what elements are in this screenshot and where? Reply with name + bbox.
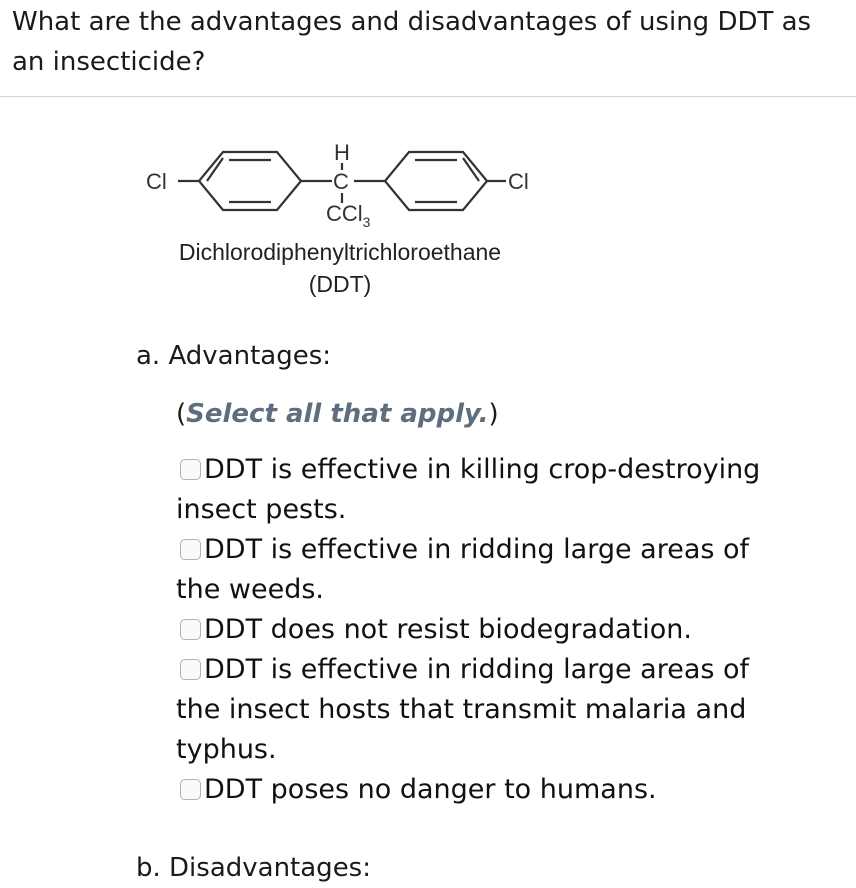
option-malaria-typhus[interactable] (176, 650, 796, 770)
central-hydrogen-label: H (334, 140, 350, 165)
left-chlorine-label: Cl (146, 169, 167, 194)
part-b-label: b. Disadvantages: (136, 853, 371, 883)
checkbox[interactable] (180, 459, 201, 480)
option-label: DDT is effective in ridding large areas of the insect hosts that transmit malaria and typhus. (176, 654, 750, 765)
checkbox[interactable] (180, 779, 201, 800)
option-no-danger[interactable] (176, 770, 796, 810)
checkbox[interactable] (180, 539, 201, 560)
option-biodegradation[interactable] (176, 610, 796, 650)
central-carbon-label: C (333, 169, 349, 194)
option-label: DDT does not resist biodegradation. (204, 614, 692, 645)
right-chlorine-label: Cl (508, 169, 529, 194)
option-crop-pests[interactable] (176, 450, 796, 530)
advantages-options (176, 450, 796, 810)
option-label: DDT poses no danger to humans. (204, 774, 657, 805)
checkbox[interactable] (180, 619, 201, 640)
option-label: DDT is effective in killing crop-destroying insect pests. (176, 454, 761, 525)
part-a-label: a. Advantages: (136, 341, 332, 371)
molecule-name: Dichlorodiphenyltrichloroethane (178, 239, 502, 265)
select-all-instruction: (Select all that apply.) (176, 399, 499, 429)
trichloromethyl-label: CCl$_3$ (326, 201, 371, 230)
question-text: What are the advantages and disadvantages of using DDT as an insecticide? (12, 7, 812, 77)
molecule-abbreviation: (DDT) (308, 271, 372, 297)
divider (0, 96, 856, 97)
molecule-caption (120, 236, 560, 300)
option-label: DDT is effective in ridding large areas of the weeds. (176, 534, 750, 605)
select-all-emphasis: Select all that apply. (186, 399, 489, 429)
option-weeds[interactable] (176, 530, 796, 610)
checkbox[interactable] (180, 659, 201, 680)
